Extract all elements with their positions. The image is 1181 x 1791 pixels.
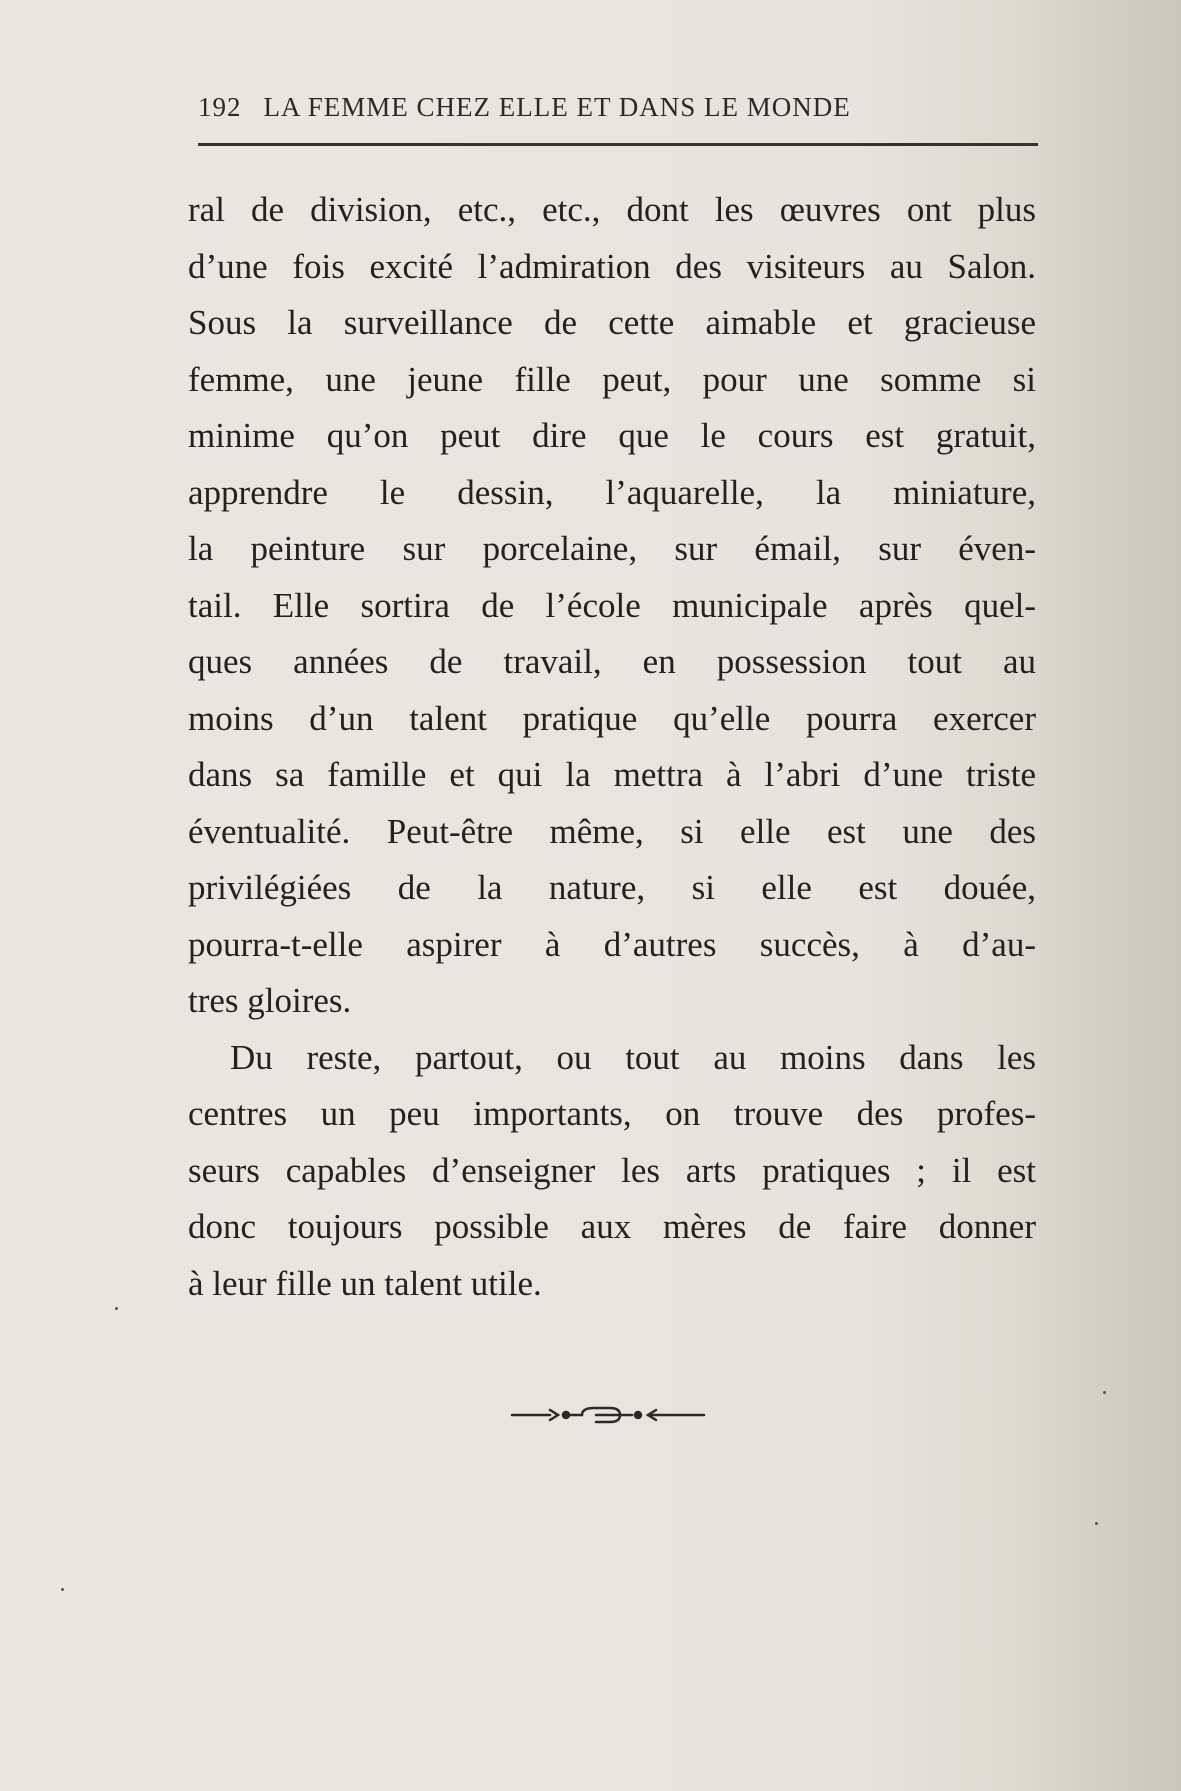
paragraph-1 bbox=[188, 182, 1036, 1030]
text-line: dans sa famille et qui la mettra à l’abri d’une triste bbox=[188, 755, 1036, 794]
text-line: ques années de travail, en possession tout au bbox=[188, 642, 1036, 681]
text-line: apprendre le dessin, l’aquarelle, la miniature, bbox=[188, 472, 1036, 512]
text-line: centres un peu importants, on trouve des profes- bbox=[188, 1094, 1036, 1133]
fleuron-ornament-icon bbox=[510, 1400, 706, 1430]
paragraph-2 bbox=[188, 1030, 1036, 1313]
running-title: LA FEMME CHEZ ELLE ET DANS LE MONDE bbox=[263, 92, 851, 122]
text-line: la peinture sur porcelaine, sur émail, sur éven- bbox=[188, 529, 1036, 568]
text-line: moins d’un talent pratique qu’elle pourra exercer bbox=[188, 698, 1036, 738]
running-header bbox=[198, 92, 984, 128]
text-line: tres gloires. bbox=[188, 981, 352, 1020]
print-speck bbox=[1095, 1522, 1098, 1525]
text-line: femme, une jeune fille peut, pour une somme si bbox=[188, 359, 1036, 399]
body-text bbox=[188, 182, 1036, 1312]
text-line: tail. Elle sortira de l’école municipale après quel- bbox=[188, 585, 1036, 625]
header-rule bbox=[198, 143, 1038, 146]
text-line: seurs capables d’enseigner les arts pratiques ; il est bbox=[188, 1150, 1036, 1190]
text-line: à leur fille un talent utile. bbox=[188, 1263, 542, 1303]
text-line: donc toujours possible aux mères de faire donner bbox=[188, 1207, 1036, 1246]
page-number: 192 bbox=[198, 92, 242, 122]
text-line: pourra-t-elle aspirer à d’autres succès, à d’au- bbox=[188, 924, 1036, 964]
text-line: ral de division, etc., etc., dont les œuvres ont plus bbox=[188, 190, 1036, 229]
text-line: privilégiées de la nature, si elle est douée, bbox=[188, 868, 1036, 907]
text-line: Du reste, partout, ou tout au moins dans les bbox=[230, 1037, 1036, 1077]
print-speck bbox=[115, 1307, 118, 1310]
text-line: éventualité. Peut-être même, si elle est une des bbox=[188, 811, 1036, 851]
text-line: Sous la surveillance de cette aimable et gracieuse bbox=[188, 303, 1036, 342]
text-line: d’une fois excité l’admiration des visiteurs au Salon. bbox=[188, 246, 1036, 286]
print-speck bbox=[1103, 1391, 1106, 1394]
text-line: minime qu’on peut dire que le cours est gratuit, bbox=[188, 416, 1036, 455]
print-speck bbox=[61, 1588, 64, 1591]
